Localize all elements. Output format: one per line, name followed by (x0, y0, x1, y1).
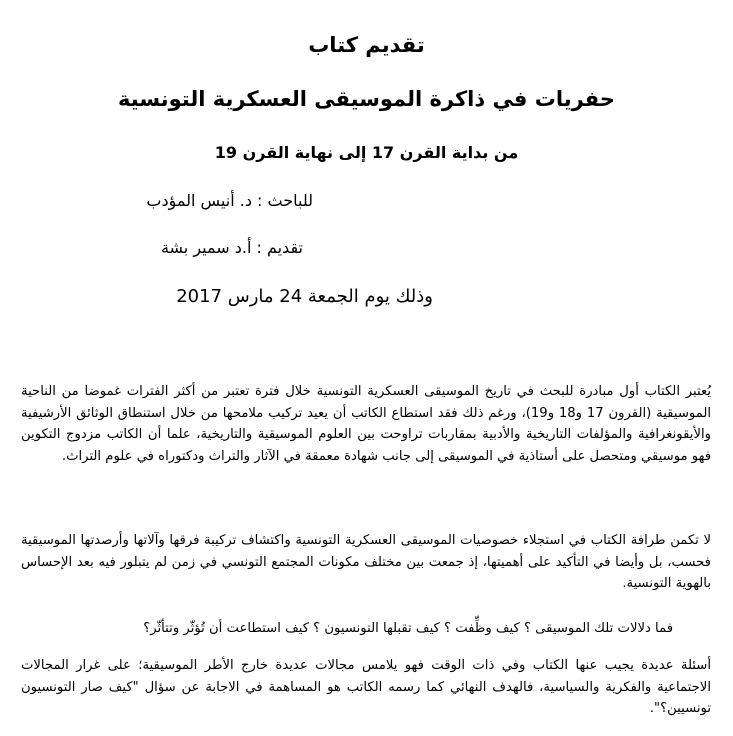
questions-line: فما دلالات تلك الموسيقى ؟ كيف وظِّفت ؟ كيف تقبلها التونسيون ؟ كيف استطاعت أن تُؤثّر وتتأثّر؟ (143, 621, 673, 636)
book-period: من بداية القرن 17 إلى نهاية القرن 19 (214, 143, 519, 162)
body-paragraph-2: لا تكمن طرافة الكتاب في استجلاء خصوصيات الموسيقى العسكرية التونسية واكتشاف تركيبة فرقها وآلاتها وأرصدتها الموسيقية فحسب، بل وأيضا في التأكيد على أهميتها، إذ جمعت بين مختلف مكونات المجتمع التونسي في زمن لم يتبلور فيه بعد الإحساس بالهوية التونسية. (21, 533, 711, 592)
author-line: للباحث : د. أنيس المؤدب (146, 191, 313, 210)
presenter-line: تقديم : أ.د سمير بشة (160, 238, 303, 257)
event-date: وذلك يوم الجمعة 24 مارس 2017 (176, 286, 433, 307)
book-presentation-heading: تقديم كتاب (308, 33, 425, 57)
body-paragraph-3: أسئلة عديدة يجيب عنها الكتاب وفي ذات الوقت فهو يلامس مجالات عديدة خارج الأطر الموسيقية؛ على غرار المجالات الاجتماعية والفكرية والسياسية، فالهدف النهائي كما رسمه الكاتب هو المساهمة في الاجابة عن سؤال "كيف صار التونسيون تونسيين؟". (21, 658, 711, 717)
book-title: حفريات في ذاكرة الموسيقى العسكرية التونسية (118, 87, 615, 111)
body-paragraph-1: يُعتبر الكتاب أول مبادرة للبحث في تاريخ الموسيقى العسكرية التونسية خلال فترة تعتبر من أكثر الفترات غموضا من الناحية الموسيقية (القرون 17 و18 و19)، ورغم ذلك فقد استطاع الكاتب أن يعيد تركيب ملامحها من خلال استنطاق الوثائق الأرشيفية والأيقونغرافية والمؤلفات التاريخية والأدبية بمقاربات تراوحت بين العلوم الموسيقية والتاريخية، علما أن الكاتب مزدوج التكوين فهو موسيقي ومتحصل على أستاذية في الموسيقى إلى جانب شهادة معمقة في الآثار والتراث ودكتوراه في علوم التراث. (21, 384, 712, 464)
